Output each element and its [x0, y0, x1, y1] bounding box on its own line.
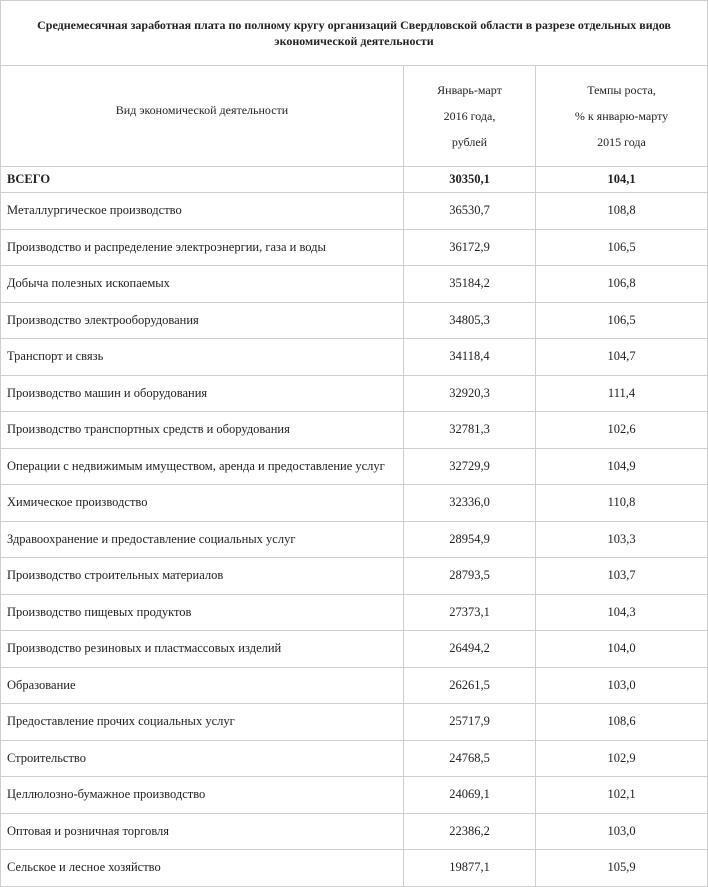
table-row: [1, 521, 708, 558]
table-row: [1, 412, 708, 449]
growth-cell: 103,3: [536, 521, 708, 558]
table-row: [1, 850, 708, 887]
activity-cell: Здравоохранение и предоставление социальных услуг: [1, 521, 404, 558]
activity-cell: Производство транспортных средств и оборудования: [1, 412, 404, 449]
salary-cell: 26494,2: [404, 631, 536, 668]
growth-cell: 103,0: [536, 813, 708, 850]
total-growth: 104,1: [536, 167, 708, 193]
activity-cell: Производство резиновых и пластмассовых изделий: [1, 631, 404, 668]
activity-cell: Оптовая и розничная торговля: [1, 813, 404, 850]
salary-cell: 19877,1: [404, 850, 536, 887]
activity-cell: Строительство: [1, 740, 404, 777]
table-row: [1, 740, 708, 777]
activity-cell: Операции с недвижимым имуществом, аренда и предоставление услуг: [1, 448, 404, 485]
salary-cell: 27373,1: [404, 594, 536, 631]
table-row: [1, 448, 708, 485]
activity-cell: Транспорт и связь: [1, 339, 404, 376]
activity-cell: Производство строительных материалов: [1, 558, 404, 595]
activity-cell: Производство пищевых продуктов: [1, 594, 404, 631]
growth-cell: 102,1: [536, 777, 708, 814]
salary-cell: 32729,9: [404, 448, 536, 485]
salary-cell: 32920,3: [404, 375, 536, 412]
salary-cell: 35184,2: [404, 266, 536, 303]
growth-header-line: Темпы роста,: [587, 83, 656, 97]
table-row: [1, 558, 708, 595]
salary-cell: 34805,3: [404, 302, 536, 339]
activity-cell: Производство машин и оборудования: [1, 375, 404, 412]
growth-column-header: [536, 66, 708, 167]
activity-cell: Образование: [1, 667, 404, 704]
table-row: [1, 302, 708, 339]
title-row: [1, 1, 708, 66]
growth-cell: 104,7: [536, 339, 708, 376]
total-salary: 30350,1: [404, 167, 536, 193]
table-row: [1, 485, 708, 522]
growth-cell: 106,5: [536, 302, 708, 339]
growth-header-line: 2015 года: [597, 135, 646, 149]
growth-cell: 111,4: [536, 375, 708, 412]
growth-cell: 103,0: [536, 667, 708, 704]
activity-cell: Целлюлозно-бумажное производство: [1, 777, 404, 814]
growth-cell: 108,6: [536, 704, 708, 741]
salary-cell: 32781,3: [404, 412, 536, 449]
table-row: [1, 813, 708, 850]
activity-cell: Химическое производство: [1, 485, 404, 522]
growth-cell: 106,8: [536, 266, 708, 303]
table-row: [1, 375, 708, 412]
salary-cell: 28954,9: [404, 521, 536, 558]
salary-header-line: Январь-март: [437, 83, 502, 97]
salary-cell: 25717,9: [404, 704, 536, 741]
salary-column-header: [404, 66, 536, 167]
table-row: [1, 777, 708, 814]
table-row: [1, 667, 708, 704]
table-row: [1, 594, 708, 631]
growth-cell: 102,9: [536, 740, 708, 777]
activity-cell: Металлургическое производство: [1, 193, 404, 230]
salary-cell: 28793,5: [404, 558, 536, 595]
growth-cell: 110,8: [536, 485, 708, 522]
total-label: ВСЕГО: [1, 167, 404, 193]
growth-cell: 102,6: [536, 412, 708, 449]
salary-cell: 24768,5: [404, 740, 536, 777]
salary-header-line: рублей: [451, 135, 488, 149]
growth-cell: 104,9: [536, 448, 708, 485]
activity-cell: Добыча полезных ископаемых: [1, 266, 404, 303]
salary-cell: 36172,9: [404, 229, 536, 266]
activity-cell: Сельское и лесное хозяйство: [1, 850, 404, 887]
growth-cell: 104,0: [536, 631, 708, 668]
table-row: [1, 229, 708, 266]
activity-cell: Производство электрооборудования: [1, 302, 404, 339]
salary-cell: 26261,5: [404, 667, 536, 704]
total-row: [1, 167, 708, 193]
growth-cell: 103,7: [536, 558, 708, 595]
table-title: Среднемесячная заработная плата по полному кругу организаций Свердловской области в разрезе отдельных видов экономической деятельности: [1, 1, 708, 66]
salary-cell: 24069,1: [404, 777, 536, 814]
table-row: [1, 631, 708, 668]
header-row: [1, 66, 708, 167]
growth-cell: 105,9: [536, 850, 708, 887]
salary-cell: 34118,4: [404, 339, 536, 376]
table-row: [1, 704, 708, 741]
growth-cell: 108,8: [536, 193, 708, 230]
activity-column-header: Вид экономической деятельности: [1, 66, 404, 167]
salary-cell: 32336,0: [404, 485, 536, 522]
table-row: [1, 193, 708, 230]
salary-cell: 36530,7: [404, 193, 536, 230]
table-row: [1, 266, 708, 303]
salary-header-line: 2016 года,: [443, 109, 496, 123]
table-row: [1, 339, 708, 376]
activity-cell: Предоставление прочих социальных услуг: [1, 704, 404, 741]
activity-cell: Производство и распределение электроэнергии, газа и воды: [1, 229, 404, 266]
growth-header-line: % к январю-марту: [574, 109, 669, 123]
growth-cell: 104,3: [536, 594, 708, 631]
salary-cell: 22386,2: [404, 813, 536, 850]
growth-cell: 106,5: [536, 229, 708, 266]
